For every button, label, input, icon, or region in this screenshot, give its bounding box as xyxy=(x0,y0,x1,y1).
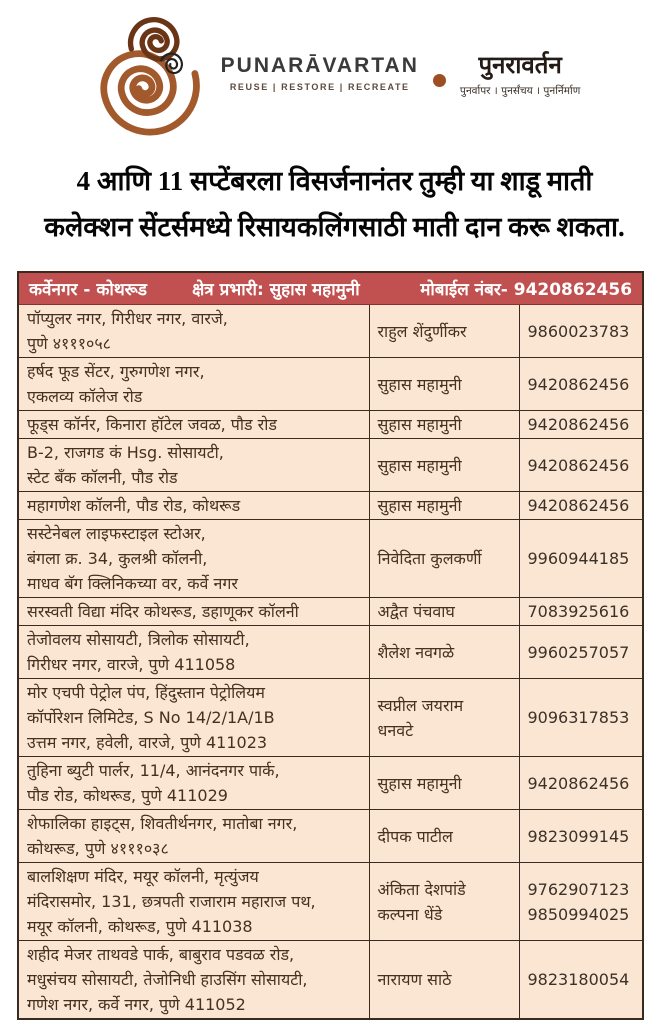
phone-cell: 7083925616 xyxy=(519,598,643,626)
address-cell: शेफालिका हाइट्स, शिवतीर्थनगर, मातोबा नगर, कोथरूड, पुणे ४१११०३८ xyxy=(18,810,369,863)
address-cell: B-2, राजगड कं Hsg. सोसायटी, स्टेट बँक कॉलनी, पौड रोड xyxy=(18,439,369,492)
logo-name-devanagari: पुनरावर्तन xyxy=(478,51,562,79)
address-cell: सरस्वती विद्या मंदिर कोथरूड, डहाणूकर कॉलनी xyxy=(18,598,369,626)
table-row xyxy=(18,492,643,520)
table-row xyxy=(18,941,643,1020)
table-row xyxy=(18,520,643,598)
table-header-row xyxy=(18,272,643,305)
table-row xyxy=(18,358,643,411)
logo-wordmark: PUNARĀVARTAN xyxy=(220,54,419,77)
table-row xyxy=(18,679,643,757)
table-header-cell xyxy=(18,272,643,305)
name-cell: नारायण साठे xyxy=(369,941,519,1020)
table-body xyxy=(18,305,643,1020)
phone-cell: 9420862456 xyxy=(519,492,643,520)
name-cell: सुहास महामुनी xyxy=(369,439,519,492)
logo-tagline-devanagari: पुनर्वापर । पुनर्संचय । पुनर्निर्माण xyxy=(459,85,581,97)
name-cell: राहुल शेंदुर्णीकर xyxy=(369,305,519,358)
table-row xyxy=(18,598,643,626)
table-row xyxy=(18,757,643,810)
name-cell: शैलेश नवगळे xyxy=(369,626,519,679)
phone-cell: 9860023783 xyxy=(519,305,643,358)
header-mobile-label: मोबाईल नंबर- 9420862456 xyxy=(420,279,633,300)
name-cell: निवेदिता कुलकर्णी xyxy=(369,520,519,598)
table-row xyxy=(18,411,643,439)
address-cell: मोर एचपी पेट्रोल पंप, हिंदुस्तान पेट्रोलियम कॉर्पोरेशन लिमिटेड, S No 14/2/1A/1B उत्तम नगर, हवेली, वारजे, पुणे 411023 xyxy=(18,679,369,757)
logo-tagline-english: REUSE | RESTORE | RECREATE xyxy=(229,82,410,92)
name-cell: स्वप्नील जयराम धनवटे xyxy=(369,679,519,757)
address-cell: तुहिना ब्युटी पार्लर, 11/4, आनंदनगर पार्क, पौड रोड, कोथरूड, पुणे 411029 xyxy=(18,757,369,810)
phone-cell: 9420862456 xyxy=(519,439,643,492)
table-row xyxy=(18,863,643,941)
header-incharge-label: क्षेत्र प्रभारी: सुहास महामुनी xyxy=(192,279,360,300)
address-cell: पॉप्युलर नगर, गिरीधर नगर, वारजे, पुणे ४१११०५८ xyxy=(18,305,369,358)
name-cell: दीपक पाटील xyxy=(369,810,519,863)
name-cell: अद्वैत पंचवाघ xyxy=(369,598,519,626)
name-cell: सुहास महामुनी xyxy=(369,757,519,810)
phone-cell: 9420862456 xyxy=(519,757,643,810)
header-region-label: कर्वेनगर - कोथरूड xyxy=(29,279,147,300)
name-cell: अंकिता देशपांडे कल्पना धेंडे xyxy=(369,863,519,941)
phone-cell: 9960944185 xyxy=(519,520,643,598)
address-cell: हर्षद फूड सेंटर, गुरुगणेश नगर, एकलव्य कॉलेज रोड xyxy=(18,358,369,411)
phone-cell: 9420862456 xyxy=(519,411,643,439)
collection-centers-table-wrap xyxy=(17,271,669,1020)
headline xyxy=(10,158,659,250)
address-cell: तेजोवलय सोसायटी, त्रिलोक सोसायटी, गिरीधर नगर, वारजे, पुणे 411058 xyxy=(18,626,369,679)
name-cell: सुहास महामुनी xyxy=(369,411,519,439)
address-cell: शहीद मेजर ताथवडे पार्क, बाबुराव पडवळ रोड, मधुसंचय सोसायटी, तेजोनिधी हाउसिंग सोसायटी, गणेश नगर, कर्वे नगर, पुणे 411052 xyxy=(18,941,369,1020)
phone-cell: 9420862456 xyxy=(519,358,643,411)
phone-cell: 9096317853 xyxy=(519,679,643,757)
name-cell: सुहास महामुनी xyxy=(369,358,519,411)
phone-cell: 9762907123 9850994025 xyxy=(519,863,643,941)
logo-devanagari-block xyxy=(460,48,581,98)
logo-dot-icon xyxy=(433,74,446,87)
table-row xyxy=(18,305,643,358)
collection-centers-table xyxy=(17,271,644,1020)
headline-line2: कलेक्शन सेंटर्समध्ये रिसायकलिंगसाठी माती दान करू शकता. xyxy=(44,212,625,242)
address-cell: फूड्स कॉर्नर, किनारा हॉटेल जवळ, पौड रोड xyxy=(18,411,369,439)
address-cell: सस्टेनेबल लाइफस्टाइल स्टोअर, बंगला क्र. 34, कुलश्री कॉलनी, माधव बॅग क्लिनिकच्या वर, कर्वे नगर xyxy=(18,520,369,598)
headline-line1: 4 आणि 11 सप्टेंबरला विसर्जनानंतर तुम्ही या शाडू माती xyxy=(76,166,593,196)
phone-cell: 9960257057 xyxy=(519,626,643,679)
table-row xyxy=(18,439,643,492)
address-cell: बालशिक्षण मंदिर, मयूर कॉलनी, मृत्युंजय मंदिरासमोर, 131, छत्रपती राजाराम महाराज पथ, मयूर कॉलनी, कोथरूड, पुणे 411038 xyxy=(18,863,369,941)
spiral-logo-icon xyxy=(89,10,207,136)
name-cell: सुहास महामुनी xyxy=(369,492,519,520)
phone-cell: 9823180054 xyxy=(519,941,643,1020)
punaravartan-logo xyxy=(0,0,669,138)
table-row xyxy=(18,626,643,679)
table-row xyxy=(18,810,643,863)
phone-cell: 9823099145 xyxy=(519,810,643,863)
address-cell: महागणेश कॉलनी, पौड रोड, कोथरूड xyxy=(18,492,369,520)
logo-wordmark-block xyxy=(221,54,419,92)
